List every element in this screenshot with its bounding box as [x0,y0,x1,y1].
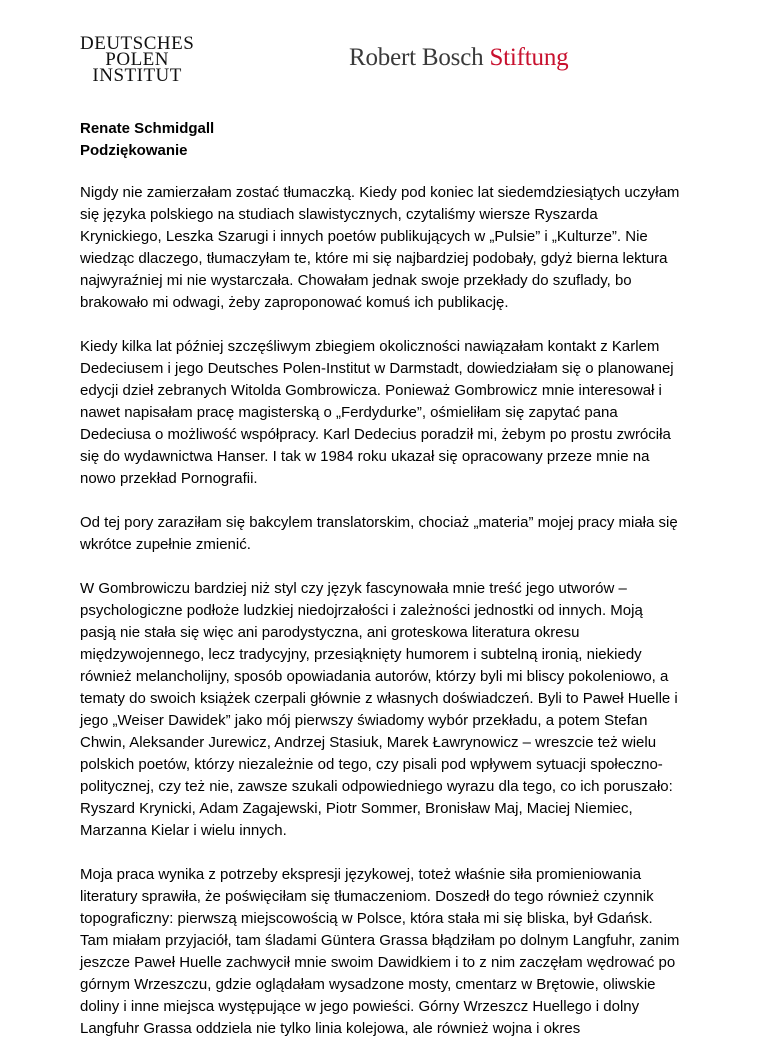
bosch-logo-main: Robert Bosch [349,44,490,71]
paragraph-3: Od tej pory zaraziłam się bakcylem translatorskim, chociaż „materia” mojej pracy miała się wkrótce zupełnie zmienić. [80,514,678,553]
logo-line-1: DEUTSCHES [80,33,195,54]
paragraph-1: Nigdy nie zamierzałam zostać tłumaczką. Kiedy pod koniec lat siedemdziesiątych uczyłam się języka polskiego na studiach slawistycznych, czytaliśmy wiersze Ryszarda Krynickiego, Leszka Szarugi i innych poetów publikujących w „Pulsie” i „Kulturze”. Nie wiedząc dlaczego, tłumaczyłam te, które mi się najbardziej podobały, gdyż bierna lektura najwyraźniej mi nie wystarczała. Chowałam jednak swoje przekłady do szuflady, bo brakowało mi odwagi, żeby zaproponować komuś ich publikację. [80,184,680,311]
paragraph-2: Kiedy kilka lat później szczęśliwym zbiegiem okoliczności nawiązałam kontakt z Karlem Dedeciusem i jego Deutsches Polen-Institut w Darmstadt, dowiedziałam się o planowanej edycji dzieł zebranych Witolda Gombrowicza. Ponieważ Gombrowicz mnie interesował i nawet napisałam pracę magisterską o „Ferdydurke”, ośmieliłam się zapytać pana Dedeciusa o możliwość współpracy. Karl Dedecius poradził mi, żebym po prostu zwróciła się do wydawnictwa Hanser. I tak w 1984 roku ukazał się opracowany przeze mnie na nowo przekład Pornografii. [80,338,674,487]
bosch-logo-accent: Stiftung [489,44,569,71]
logo-line-3: INSTITUT [92,65,182,86]
deutsches-polen-institut-logo [80,33,195,86]
author-name: Renate Schmidgall [80,120,215,137]
document-body [80,118,680,1062]
robert-bosch-stiftung-logo [349,44,568,72]
document-title: Podziękowanie [80,142,188,159]
paragraph-5: Moja praca wynika z potrzeby ekspresji językowej, toteż właśnie siła promieniowania literatury sprawiła, że poświęciłam się tłumaczeniom. Doszedł do tego również czynnik topograficzny: pierwszą miejscowością w Polsce, która stała mi się bliska, był Gdańsk. Tam miałam przyjaciół, tam śladami Güntera Grassa błądziłam po dolnym Langfuhr, zanim jeszcze Paweł Huelle zachwycił mnie swoim Dawidkiem i to z nim zaczęłam wędrować po górnym Wrzeszczu, gdzie oglądałam wysadzone mosty, cmentarz w Brętowie, oliwskie doliny i inne miejsca występujące w jego powieści. Górny Wrzeszcz Huellego i dolny Langfuhr Grassa oddziela nie tylko linia kolejowa, ale również wojna i okres [80,866,680,1037]
paragraph-4: W Gombrowiczu bardziej niż styl czy język fascynowała mnie treść jego utworów – psychologiczne podłoże ludzkiej niedojrzałości i zależności jednostki od innych. Moją pasją nie stała się więc ani parodystyczna, ani groteskowa literatura okresu międzywojennego, lecz tradycyjny, przesiąknięty humorem i subtelną ironią, niekiedy również melancholijny, sposób opowiadania autorów, którzy byli mi bliscy pokoleniowo, a tematy do swoich książek czerpali głównie z własnych doświadczeń. Byli to Paweł Huelle i jego „Weiser Dawidek” jako mój pierwszy świadomy wybór przekładu, a potem Stefan Chwin, Aleksander Jurewicz, Andrzej Stasiuk, Marek Ławrynowicz – wreszcie też wielu polskich poetów, którzy niezależnie od tego, czy pisali pod wpływem sytuacji społeczno-politycznej, czy też nie, zawsze szukali odpowiedniego wyrazu dla tego, co ich poruszało: Ryszard Krynicki, Adam Zagajewski, Piotr Sommer, Bronisław Maj, Maciej Niemiec, Marzanna Kielar i wielu innych. [80,580,678,839]
logo-line-2: POLEN [105,49,170,70]
